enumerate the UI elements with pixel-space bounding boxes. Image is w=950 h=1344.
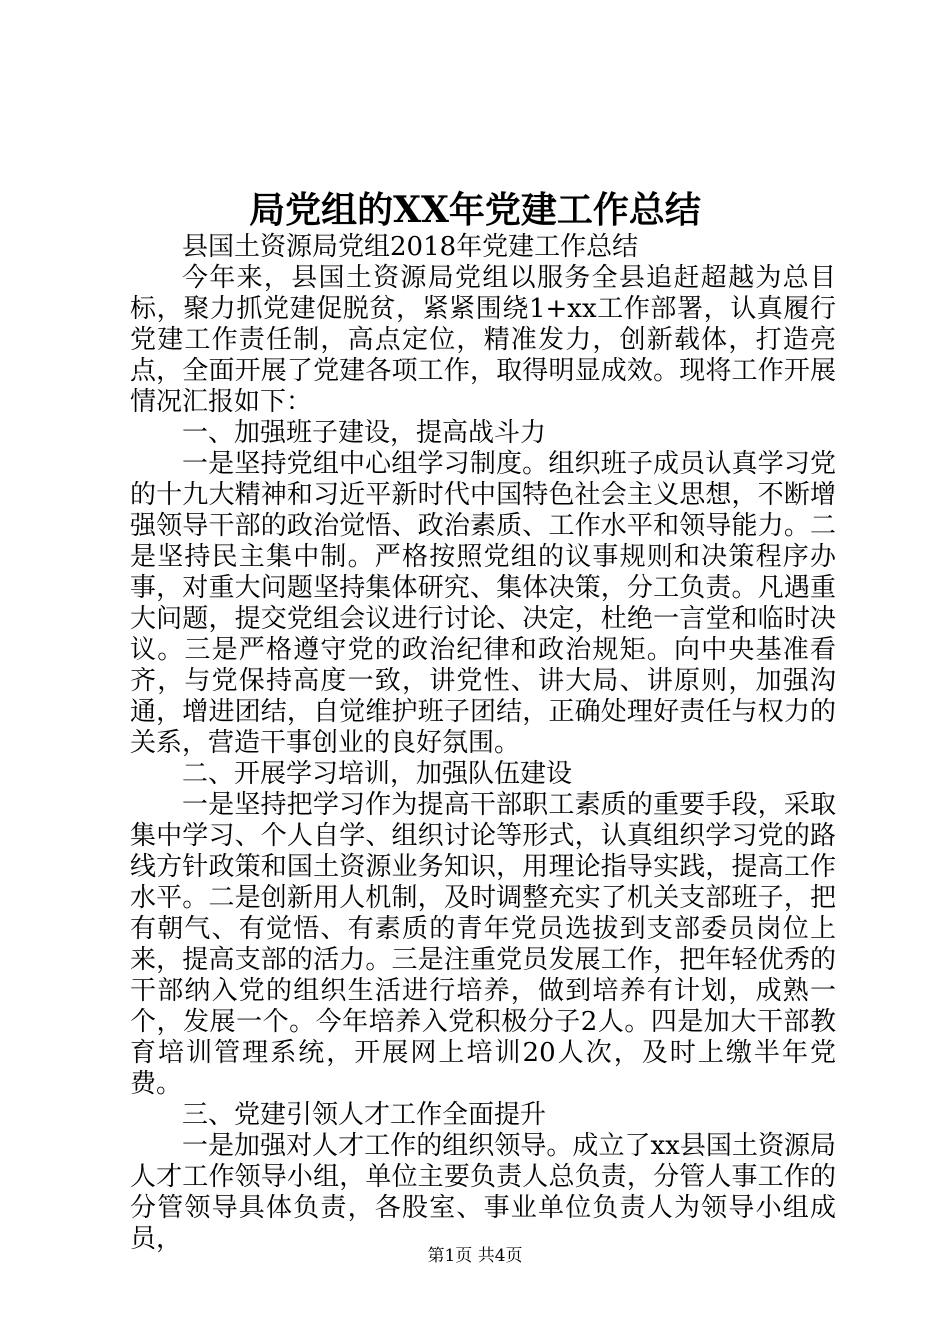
- section-heading-1: 一、加强班子建设，提高战斗力: [182, 418, 547, 448]
- paragraph-section-3: 一是加强对人才工作的组织领导。成立了xx县国土资源局人才工作领导小组，单位主要负责人总负责，分管人事工作的分管领导具体负责，各股室、事业单位负责人为领导小组成员，: [130, 1131, 836, 1254]
- paragraph-section-1: 一是坚持党组中心组学习制度。组织班子成员认真学习党的十九大精神和习近平新时代中国特色社会主义思想，不断增强领导干部的政治觉悟、政治素质、工作水平和领导能力。二是坚持民主集中制。严格按照党组的议事规则和决策程序办事，对重大问题坚持集体研究、集体决策，分工负责。凡遇重大问题，提交党组会议进行讨论、决定，杜绝一言堂和临时决议。三是严格遵守党的政治纪律和政治规矩。向中央基准看齐，与党保持高度一致，讲党性、讲大局、讲原则，加强沟通，增进团结，自觉维护班子团结，正确处理好责任与权力的关系，营造干事创业的良好氛围。: [130, 449, 836, 758]
- section-heading-2: 二、开展学习培训，加强队伍建设: [182, 759, 573, 789]
- document-body: [130, 232, 836, 1255]
- page-total: 共4页: [477, 1246, 523, 1266]
- paragraph-intro: 今年来，县国土资源局党组以服务全县追赶超越为总目标，聚力抓党建促脱贫，紧紧围绕1+xx工作部署，认真履行党建工作责任制，高点定位，精准发力，创新载体，打造亮点，全面开展了党建各项工作，取得明显成效。现将工作开展情况汇报如下：: [130, 263, 836, 417]
- page-footer: [0, 1245, 950, 1267]
- document-title: 局党组的XX年党建工作总结: [249, 189, 701, 231]
- section-heading-3: 三、党建引领人才工作全面提升: [182, 1100, 547, 1130]
- paragraph-subtitle: 县国土资源局党组2018年党建工作总结: [182, 232, 639, 262]
- page-number: 第1页: [427, 1246, 473, 1266]
- paragraph-section-2: 一是坚持把学习作为提高干部职工素质的重要手段，采取集中学习、个人自学、组织讨论等形式，认真组织学习党的路线方针政策和国土资源业务知识，用理论指导实践，提高工作水平。二是创新用人机制，及时调整充实了机关支部班子，把有朝气、有觉悟、有素质的青年党员选拔到支部委员岗位上来，提高支部的活力。三是注重党员发展工作，把年轻优秀的干部纳入党的组织生活进行培养，做到培养有计划，成熟一个，发展一个。今年培养入党积极分子2人。四是加大干部教育培训管理系统，开展网上培训20人次，及时上缴半年党费。: [130, 790, 836, 1099]
